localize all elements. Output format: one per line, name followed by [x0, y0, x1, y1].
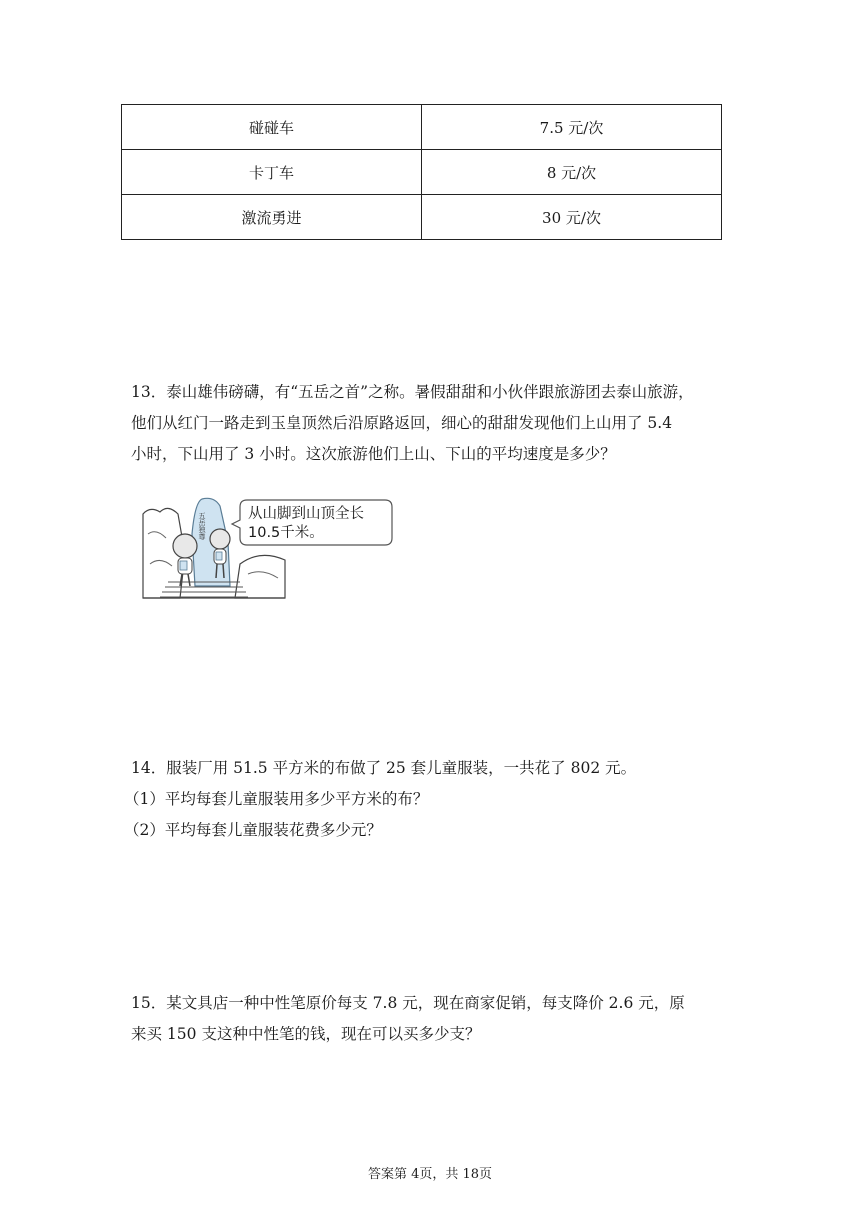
table-row	[122, 195, 722, 240]
mountain-climbing-illustration	[140, 494, 396, 604]
table-row	[122, 105, 722, 150]
table-row	[122, 150, 722, 195]
page-footer: 答案第 4页，共 18页	[367, 1167, 493, 1182]
ride-name: 卡丁车	[122, 150, 422, 195]
question-line: 13．泰山雄伟磅礴，有“五岳之首”之称。暑假甜甜和小伙伴跟旅游团去泰山旅游，	[131, 383, 694, 401]
question-subline: （1）平均每套儿童服装用多少平方米的布？	[124, 790, 429, 808]
ride-price: 8 元/次	[422, 150, 722, 195]
ride-name: 碰碰车	[122, 105, 422, 150]
bubble-text: 从山脚到山顶全长	[248, 506, 364, 522]
question-line: 14．服装厂用 51.5 平方米的布做了 25 套儿童服装，一共花了 802 元。	[131, 759, 637, 777]
question-line: 来买 150 支这种中性笔的钱，现在可以买多少支？	[131, 1025, 481, 1043]
ride-name: 激流勇进	[122, 195, 422, 240]
question-line: 小时，下山用了 3 小时。这次旅游他们上山、下山的平均速度是多少？	[131, 445, 616, 463]
question-line: 他们从红门一路走到玉皇顶然后沿原路返回，细心的甜甜发现他们上山用了 5.4	[131, 414, 673, 432]
question-14	[124, 753, 731, 846]
question-15	[131, 988, 731, 1050]
bubble-text: 10.5千米。	[248, 525, 324, 541]
price-table	[121, 104, 722, 240]
question-line: 15．某文具店一种中性笔原价每支 7.8 元，现在商家促销，每支降价 2.6 元，原	[131, 994, 685, 1012]
question-subline: （2）平均每套儿童服装花费多少元？	[124, 821, 382, 839]
ride-price: 7.5 元/次	[422, 105, 722, 150]
stone-tablet-text: 五岳独尊	[198, 512, 206, 540]
ride-price: 30 元/次	[422, 195, 722, 240]
question-13	[131, 377, 731, 470]
